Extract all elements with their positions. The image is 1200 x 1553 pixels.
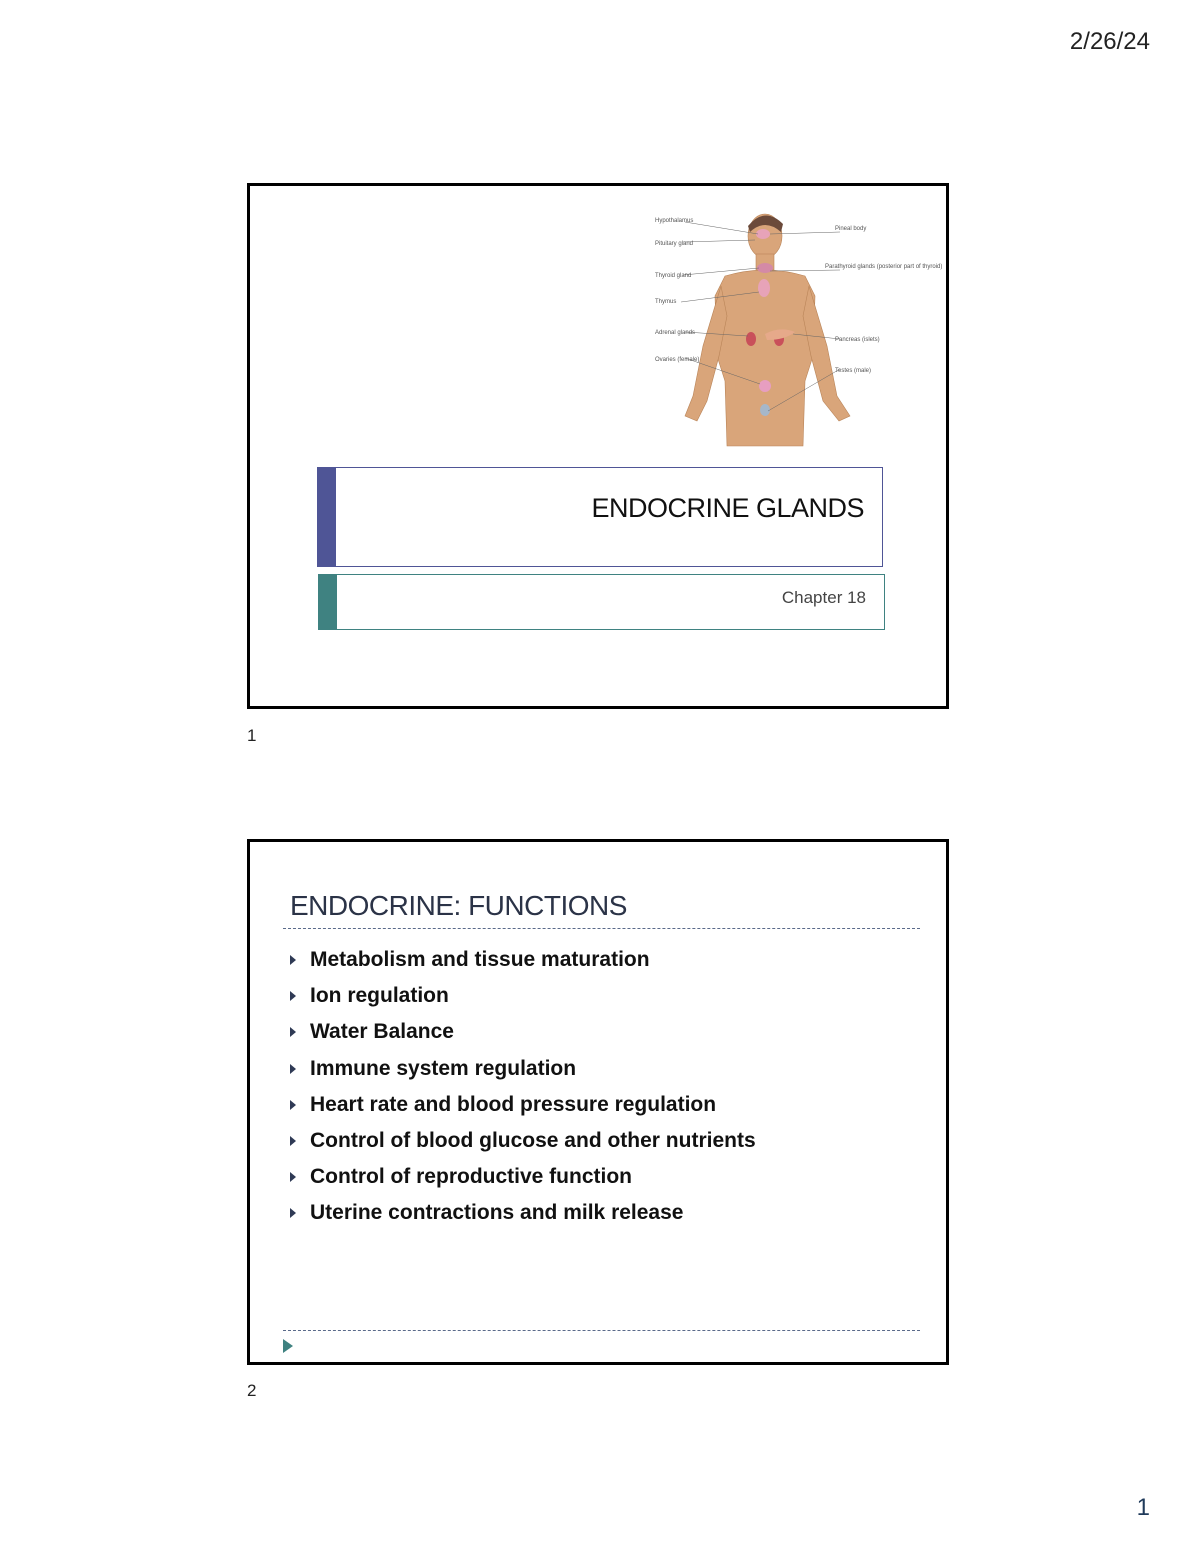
slide-number-2: 2 <box>247 1381 257 1400</box>
label-pituitary: Pituitary gland <box>655 241 694 247</box>
subtitle-accent-bar <box>319 575 337 629</box>
bullet-triangle-icon <box>290 1136 296 1146</box>
label-thymus: Thymus <box>655 299 677 305</box>
title-accent-bar <box>318 468 336 566</box>
label-thyroid: Thyroid gland <box>655 273 692 279</box>
bullet-triangle-icon <box>290 991 296 1001</box>
title-box <box>317 467 883 567</box>
list-item: Uterine contractions and milk release <box>290 1195 756 1231</box>
list-item: Metabolism and tissue maturation <box>290 942 756 978</box>
footer-divider <box>283 1330 920 1331</box>
label-ovaries: Ovaries (female) <box>655 357 700 363</box>
label-pancreas: Pancreas (islets) <box>835 337 880 343</box>
bullet-list <box>290 942 756 1232</box>
slide-2 <box>247 839 949 1365</box>
bullet-triangle-icon <box>290 1100 296 1110</box>
slide-subtitle: Chapter 18 <box>781 588 866 607</box>
slide-number-1: 1 <box>247 726 257 745</box>
subtitle-box <box>318 574 885 630</box>
bullet-triangle-icon <box>290 1208 296 1218</box>
list-item: Control of blood glucose and other nutrients <box>290 1123 756 1159</box>
list-item: Water Balance <box>290 1014 756 1050</box>
label-pineal: Pineal body <box>835 226 867 232</box>
label-parathyroid: Parathyroid glands (posterior part of thyroid) <box>825 264 943 270</box>
list-item: Immune system regulation <box>290 1051 756 1087</box>
label-hypothalamus: Hypothalamus <box>655 218 694 224</box>
page-date: 2/26/24 <box>1069 28 1150 55</box>
bullet-triangle-icon <box>290 1064 296 1074</box>
slide-title: ENDOCRINE GLANDS <box>591 493 864 523</box>
label-testes: Testes (male) <box>835 368 872 374</box>
slide-title: ENDOCRINE: FUNCTIONS <box>290 890 627 921</box>
label-adrenal: Adrenal glands <box>655 330 696 336</box>
title-divider <box>283 928 920 929</box>
bullet-triangle-icon <box>290 955 296 965</box>
page-number: 1 <box>1136 1494 1150 1521</box>
footer-arrow-icon <box>283 1339 293 1353</box>
list-item: Heart rate and blood pressure regulation <box>290 1087 756 1123</box>
list-item: Control of reproductive function <box>290 1159 756 1195</box>
slide-1 <box>247 183 949 709</box>
bullet-triangle-icon <box>290 1027 296 1037</box>
list-item: Ion regulation <box>290 978 756 1014</box>
bullet-triangle-icon <box>290 1172 296 1182</box>
endocrine-anatomy-figure <box>655 206 943 446</box>
